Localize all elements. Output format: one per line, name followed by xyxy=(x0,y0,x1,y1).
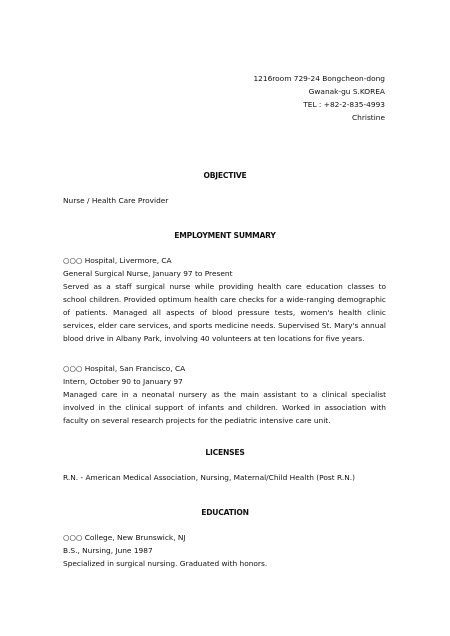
employment-heading: EMPLOYMENT SUMMARY xyxy=(174,231,276,240)
job-employer: ○○○ Hospital, San Francisco, CA xyxy=(63,364,186,373)
objective-text: Nurse / Health Care Provider xyxy=(63,196,169,205)
education-note: Specialized in surgical nursing. Graduated with honors. xyxy=(63,559,268,568)
education-heading: EDUCATION xyxy=(201,508,249,517)
address-line-2: Gwanak-gu S.KOREA xyxy=(308,87,385,96)
address-line-1: 1216room 729-24 Bongcheon-dong xyxy=(253,74,385,83)
job-description: Managed care in a neonatal nursery as the main assistant to a clinical specialist involved in the clinical support of infants and children. Worked in association with faculty on several research projects for the pediatric intensive care unit. xyxy=(63,390,386,425)
phone-line: TEL : +82-2-835-4993 xyxy=(303,100,385,109)
job-entry xyxy=(63,362,386,427)
job-position: General Surgical Nurse, January 97 to Present xyxy=(63,269,233,278)
job-employer: ○○○ Hospital, Livermore, CA xyxy=(63,256,172,265)
education-school: ○○○ College, New Brunswick, NJ xyxy=(63,533,186,542)
objective-heading: OBJECTIVE xyxy=(203,171,247,180)
education-entry xyxy=(63,531,386,570)
job-description: Served as a staff surgical nurse while providing health care education classes to school children. Provided optimum health care checks for a wide-ranging demographic of patients. Managed all aspects of blood pressure tests, women's health clinic services, elder care services, and sports medicine needs. Supervised St. Mary's annual blood drive in Albany Park, involving 40 volunteers at ten locations for five years. xyxy=(63,282,386,343)
licenses-text: R.N. - American Medical Association, Nursing, Maternal/Child Health (Post R.N.) xyxy=(63,473,355,482)
job-entry xyxy=(63,254,386,345)
education-degree: B.S., Nursing, June 1987 xyxy=(63,546,153,555)
job-position: Intern, October 90 to January 97 xyxy=(63,377,183,386)
licenses-heading: LICENSES xyxy=(205,448,245,457)
name-line: Christine xyxy=(352,113,385,122)
contact-block xyxy=(253,72,385,124)
